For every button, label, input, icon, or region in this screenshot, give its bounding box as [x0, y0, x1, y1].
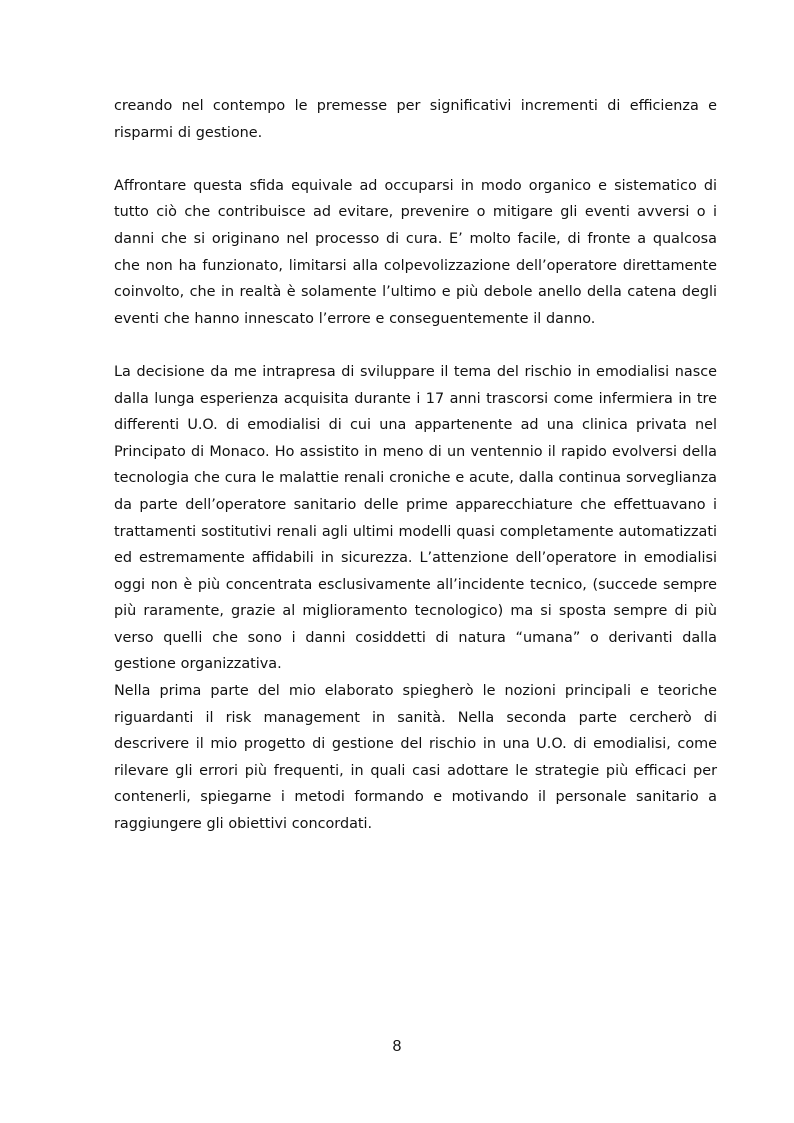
paragraph-motivation: La decisione da me intrapresa di sviluppare il tema del rischio in emodialisi nasce dalla lunga esperienza acquisita durante i 17 anni trascorsi come infermiera in tre differenti U.O. di emodialisi di cui una appartenente ad una clinica privata nel Principato di Monaco. Ho assistito in meno di un ventennio il rapido evolversi della tecnologia che cura le malattie renali croniche e acute, dalla continua sorveglianza da parte dell’operatore sanitario delle prime apparecchiature che effettuavano i trattamenti sostitutivi renali agli ultimi modelli quasi completamente automatizzati ed estremamente affidabili in sicurezza. L’attenzione dell’operatore in emodialisi oggi non è più concentrata esclusivamente all’incidente tecnico, (succede sempre più raramente, grazie al miglioramento tecnologico) ma si sposta sempre di più verso quelli che sono i danni cosiddetti di natura “umana” o derivanti dalla gestione organizzativa. [114, 363, 717, 673]
paragraph-gap [114, 146, 717, 173]
body-text [114, 93, 717, 838]
paragraph-gap [114, 332, 717, 359]
paragraph-outline: Nella prima parte del mio elaborato spiegherò le nozioni principali e teoriche riguardanti il risk management in sanità. Nella seconda parte cercherò di descrivere il mio progetto di gestione del rischio in una U.O. di emodialisi, come rilevare gli errori più frequenti, in quali casi adottare le strategie più efficaci per contenerli, spiegarne i metodi formando e motivando il personale sanitario a raggiungere gli obiettivi concordati. [114, 683, 717, 833]
paragraph-continuation: creando nel contempo le premesse per significativi incrementi di efficienza e risparmi di gestione. [114, 98, 717, 141]
page-number: 8 [392, 1038, 402, 1055]
paragraph-challenge: Affrontare questa sfida equivale ad occuparsi in modo organico e sistematico di tutto ciò che contribuisce ad evitare, prevenire o mitigare gli eventi avversi o i danni che si originano nel processo di cura. E’ molto facile, di fronte a qualcosa che non ha funzionato, limitarsi alla colpevolizzazione dell’operatore direttamente coinvolto, che in realtà è solamente l’ultimo e più debole anello della catena degli eventi che hanno innescato l’errore e conseguentemente il danno. [114, 177, 717, 327]
